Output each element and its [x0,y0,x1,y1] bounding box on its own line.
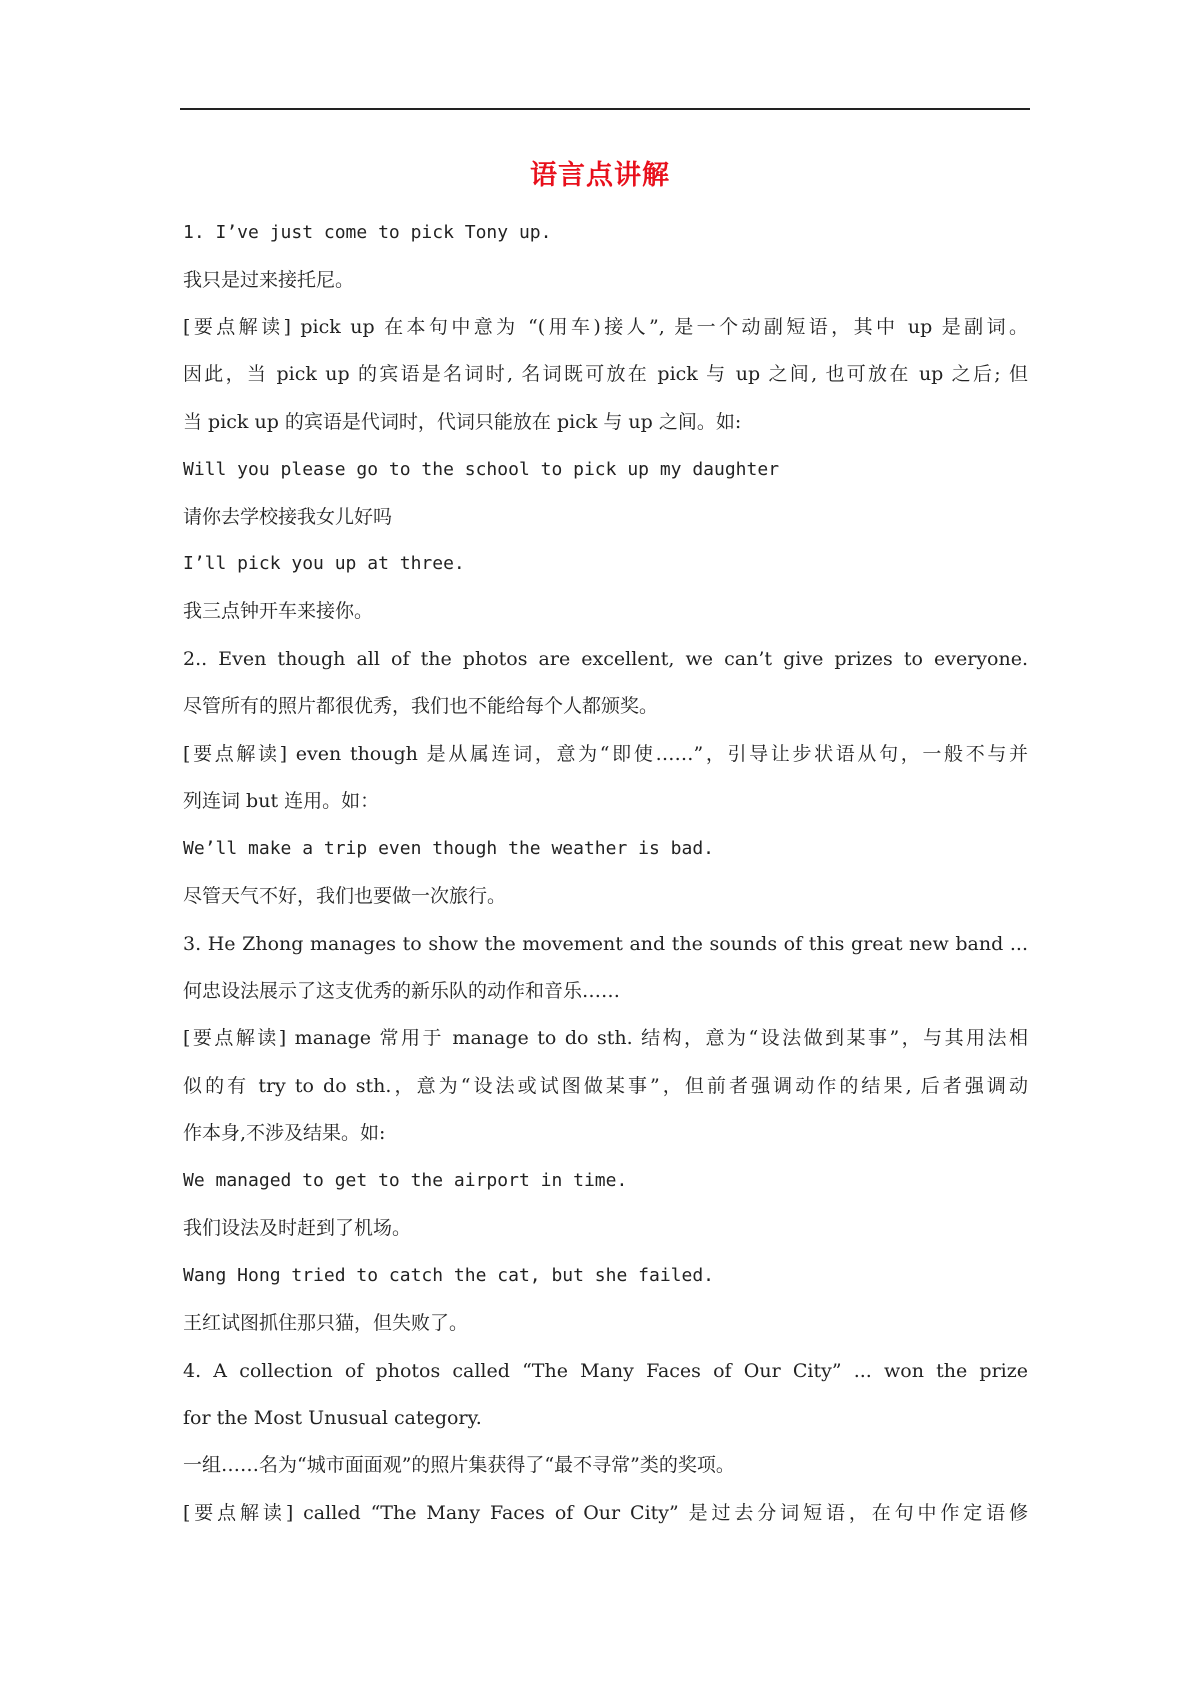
text-line: 尽管天气不好，我们也要做一次旅行。 [183,885,507,907]
text-line: We managed to get to the airport in time. [183,1170,628,1191]
text-line: 尽管所有的照片都很优秀，我们也不能给每个人都颁奖。 [183,695,659,717]
text-line: 我三点钟开车来接你。 [183,600,374,622]
text-line: [要点解读] pick up 在本句中意为 “(用车)接人”, 是一个动副短语，其中 up 是副词。 [183,316,1028,338]
text-line: 当 pick up 的宾语是代词时，代词只能放在 pick 与 up 之间。如: [183,411,742,433]
text-line: 请你去学校接我女儿好吗 [183,506,393,528]
text-line: 4. A collection of photos called “The Many Faces of Our City” ... won the prize [183,1360,1028,1382]
text-line: Wang Hong tried to catch the cat, but she failed. [183,1265,715,1286]
text-line: 何忠设法展示了这支优秀的新乐队的动作和音乐…… [183,980,621,1002]
text-line: 作本身,不涉及结果。如: [183,1122,386,1144]
text-line: 王红试图抓住那只猫，但失败了。 [183,1312,469,1334]
page-title: 语言点讲解 [530,160,670,191]
text-line: 3. He Zhong manages to show the movement and the sounds of this great new band ... [183,933,1028,955]
text-line: 我们设法及时赶到了机场。 [183,1217,412,1239]
header-rule [180,108,1030,110]
text-line: I’ll pick you up at three. [183,553,465,574]
text-line: 似的有 try to do sth.，意为“设法或试图做某事”，但前者强调动作的结果, 后者强调动 [183,1075,1028,1097]
text-line: [要点解读] manage 常用于 manage to do sth. 结构，意为“设法做到某事”，与其用法相 [183,1027,1028,1049]
text-line: 一组……名为“城市面面观”的照片集获得了“最不寻常”类的奖项。 [183,1454,735,1476]
text-line: [要点解读] even though 是从属连词，意为“即使……”，引导让步状语从句，一般不与并 [183,743,1028,765]
text-line: for the Most Unusual category. [183,1407,482,1429]
text-line: 1. I’ve just come to pick Tony up. [183,222,552,243]
text-line: 我只是过来接托尼。 [183,269,355,291]
text-line: Will you please go to the school to pick up my daughter [183,459,780,480]
text-line: 列连词 but 连用。如： [183,790,380,812]
text-line: 因此，当 pick up 的宾语是名词时, 名词既可放在 pick 与 up 之间, 也可放在 up 之后; 但 [183,363,1028,385]
text-line: 2.. Even though all of the photos are excellent, we can’t give prizes to everyone. [183,648,1028,670]
text-line: We’ll make a trip even though the weather is bad. [183,838,715,859]
text-line: [要点解读] called “The Many Faces of Our City” 是过去分词短语，在句中作定语修 [183,1502,1028,1524]
